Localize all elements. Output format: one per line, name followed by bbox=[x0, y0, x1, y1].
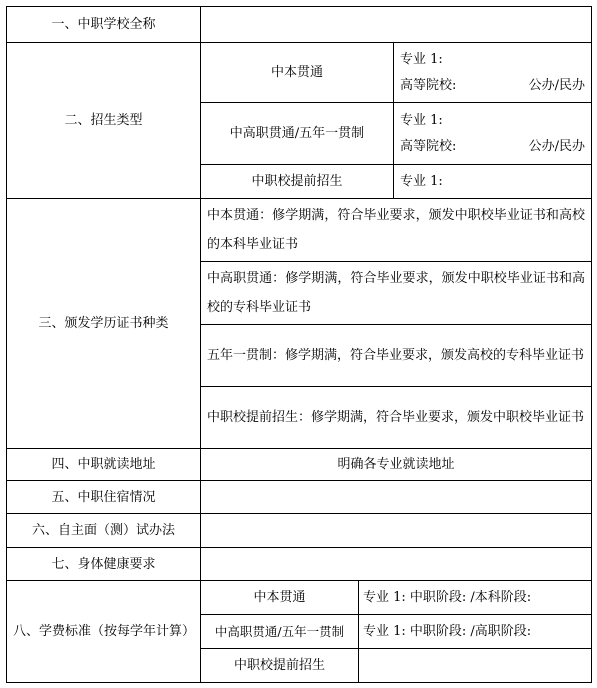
row-study-address bbox=[7, 449, 592, 481]
admission-form-table bbox=[6, 6, 592, 683]
row-school-name bbox=[7, 7, 592, 43]
certificate-item: 中高职贯通：修学期满，符合毕业要求，颁发中职校毕业证书和高校的专科毕业证书 bbox=[201, 262, 592, 325]
row-certificate-1 bbox=[7, 199, 592, 262]
tuition-label: 八、学费标准（按每学年计算） bbox=[7, 581, 201, 683]
school-name-label: 一、中职学校全称 bbox=[7, 7, 201, 43]
enrollment-type-detail[interactable] bbox=[394, 165, 592, 199]
tuition-type-name: 中职校提前招生 bbox=[201, 649, 359, 683]
college-type: 公办/民办 bbox=[528, 138, 586, 154]
certificate-type-label: 三、颁发学历证书种类 bbox=[7, 199, 201, 449]
row-accommodation bbox=[7, 481, 592, 514]
interview-value-cell[interactable] bbox=[201, 514, 592, 548]
major-label: 专业 1: bbox=[400, 112, 443, 128]
tuition-value[interactable]: 专业 1: 中职阶段: /高职阶段: bbox=[359, 615, 592, 649]
certificate-item: 中本贯通：修学期满，符合毕业要求，颁发中职校毕业证书和高校的本科毕业证书 bbox=[201, 199, 592, 262]
enrollment-type-label: 二、招生类型 bbox=[7, 43, 201, 199]
tuition-type-name: 中高职贯通/五年一贯制 bbox=[201, 615, 359, 649]
tuition-value[interactable] bbox=[359, 649, 592, 683]
major-label: 专业 1: bbox=[400, 174, 443, 189]
school-name-value-cell[interactable] bbox=[201, 7, 592, 43]
college-type: 公办/民办 bbox=[528, 77, 586, 93]
enrollment-type-name: 中高职贯通/五年一贯制 bbox=[201, 103, 394, 165]
health-label: 七、身体健康要求 bbox=[7, 548, 201, 581]
college-label: 高等院校: bbox=[400, 77, 457, 93]
major-label: 专业 1: bbox=[400, 51, 443, 67]
enrollment-type-detail[interactable] bbox=[394, 103, 592, 165]
enrollment-type-name: 中职校提前招生 bbox=[201, 165, 394, 199]
row-interview bbox=[7, 514, 592, 548]
interview-label: 六、自主面（测）试办法 bbox=[7, 514, 201, 548]
accommodation-value-cell[interactable] bbox=[201, 481, 592, 514]
enrollment-type-name: 中本贯通 bbox=[201, 43, 394, 103]
row-enrollment-type-1 bbox=[7, 43, 592, 103]
study-address-value[interactable]: 明确各专业就读地址 bbox=[201, 449, 592, 481]
accommodation-label: 五、中职住宿情况 bbox=[7, 481, 201, 514]
tuition-type-name: 中本贯通 bbox=[201, 581, 359, 615]
enrollment-type-detail[interactable] bbox=[394, 43, 592, 103]
college-label: 高等院校: bbox=[400, 138, 457, 154]
tuition-value[interactable]: 专业 1: 中职阶段: /本科阶段: bbox=[359, 581, 592, 615]
health-value-cell[interactable] bbox=[201, 548, 592, 581]
study-address-label: 四、中职就读地址 bbox=[7, 449, 201, 481]
certificate-item: 中职校提前招生：修学期满，符合毕业要求，颁发中职校毕业证书 bbox=[201, 387, 592, 449]
certificate-item: 五年一贯制：修学期满，符合毕业要求，颁发高校的专科毕业证书 bbox=[201, 325, 592, 387]
row-tuition-1 bbox=[7, 581, 592, 615]
row-health bbox=[7, 548, 592, 581]
